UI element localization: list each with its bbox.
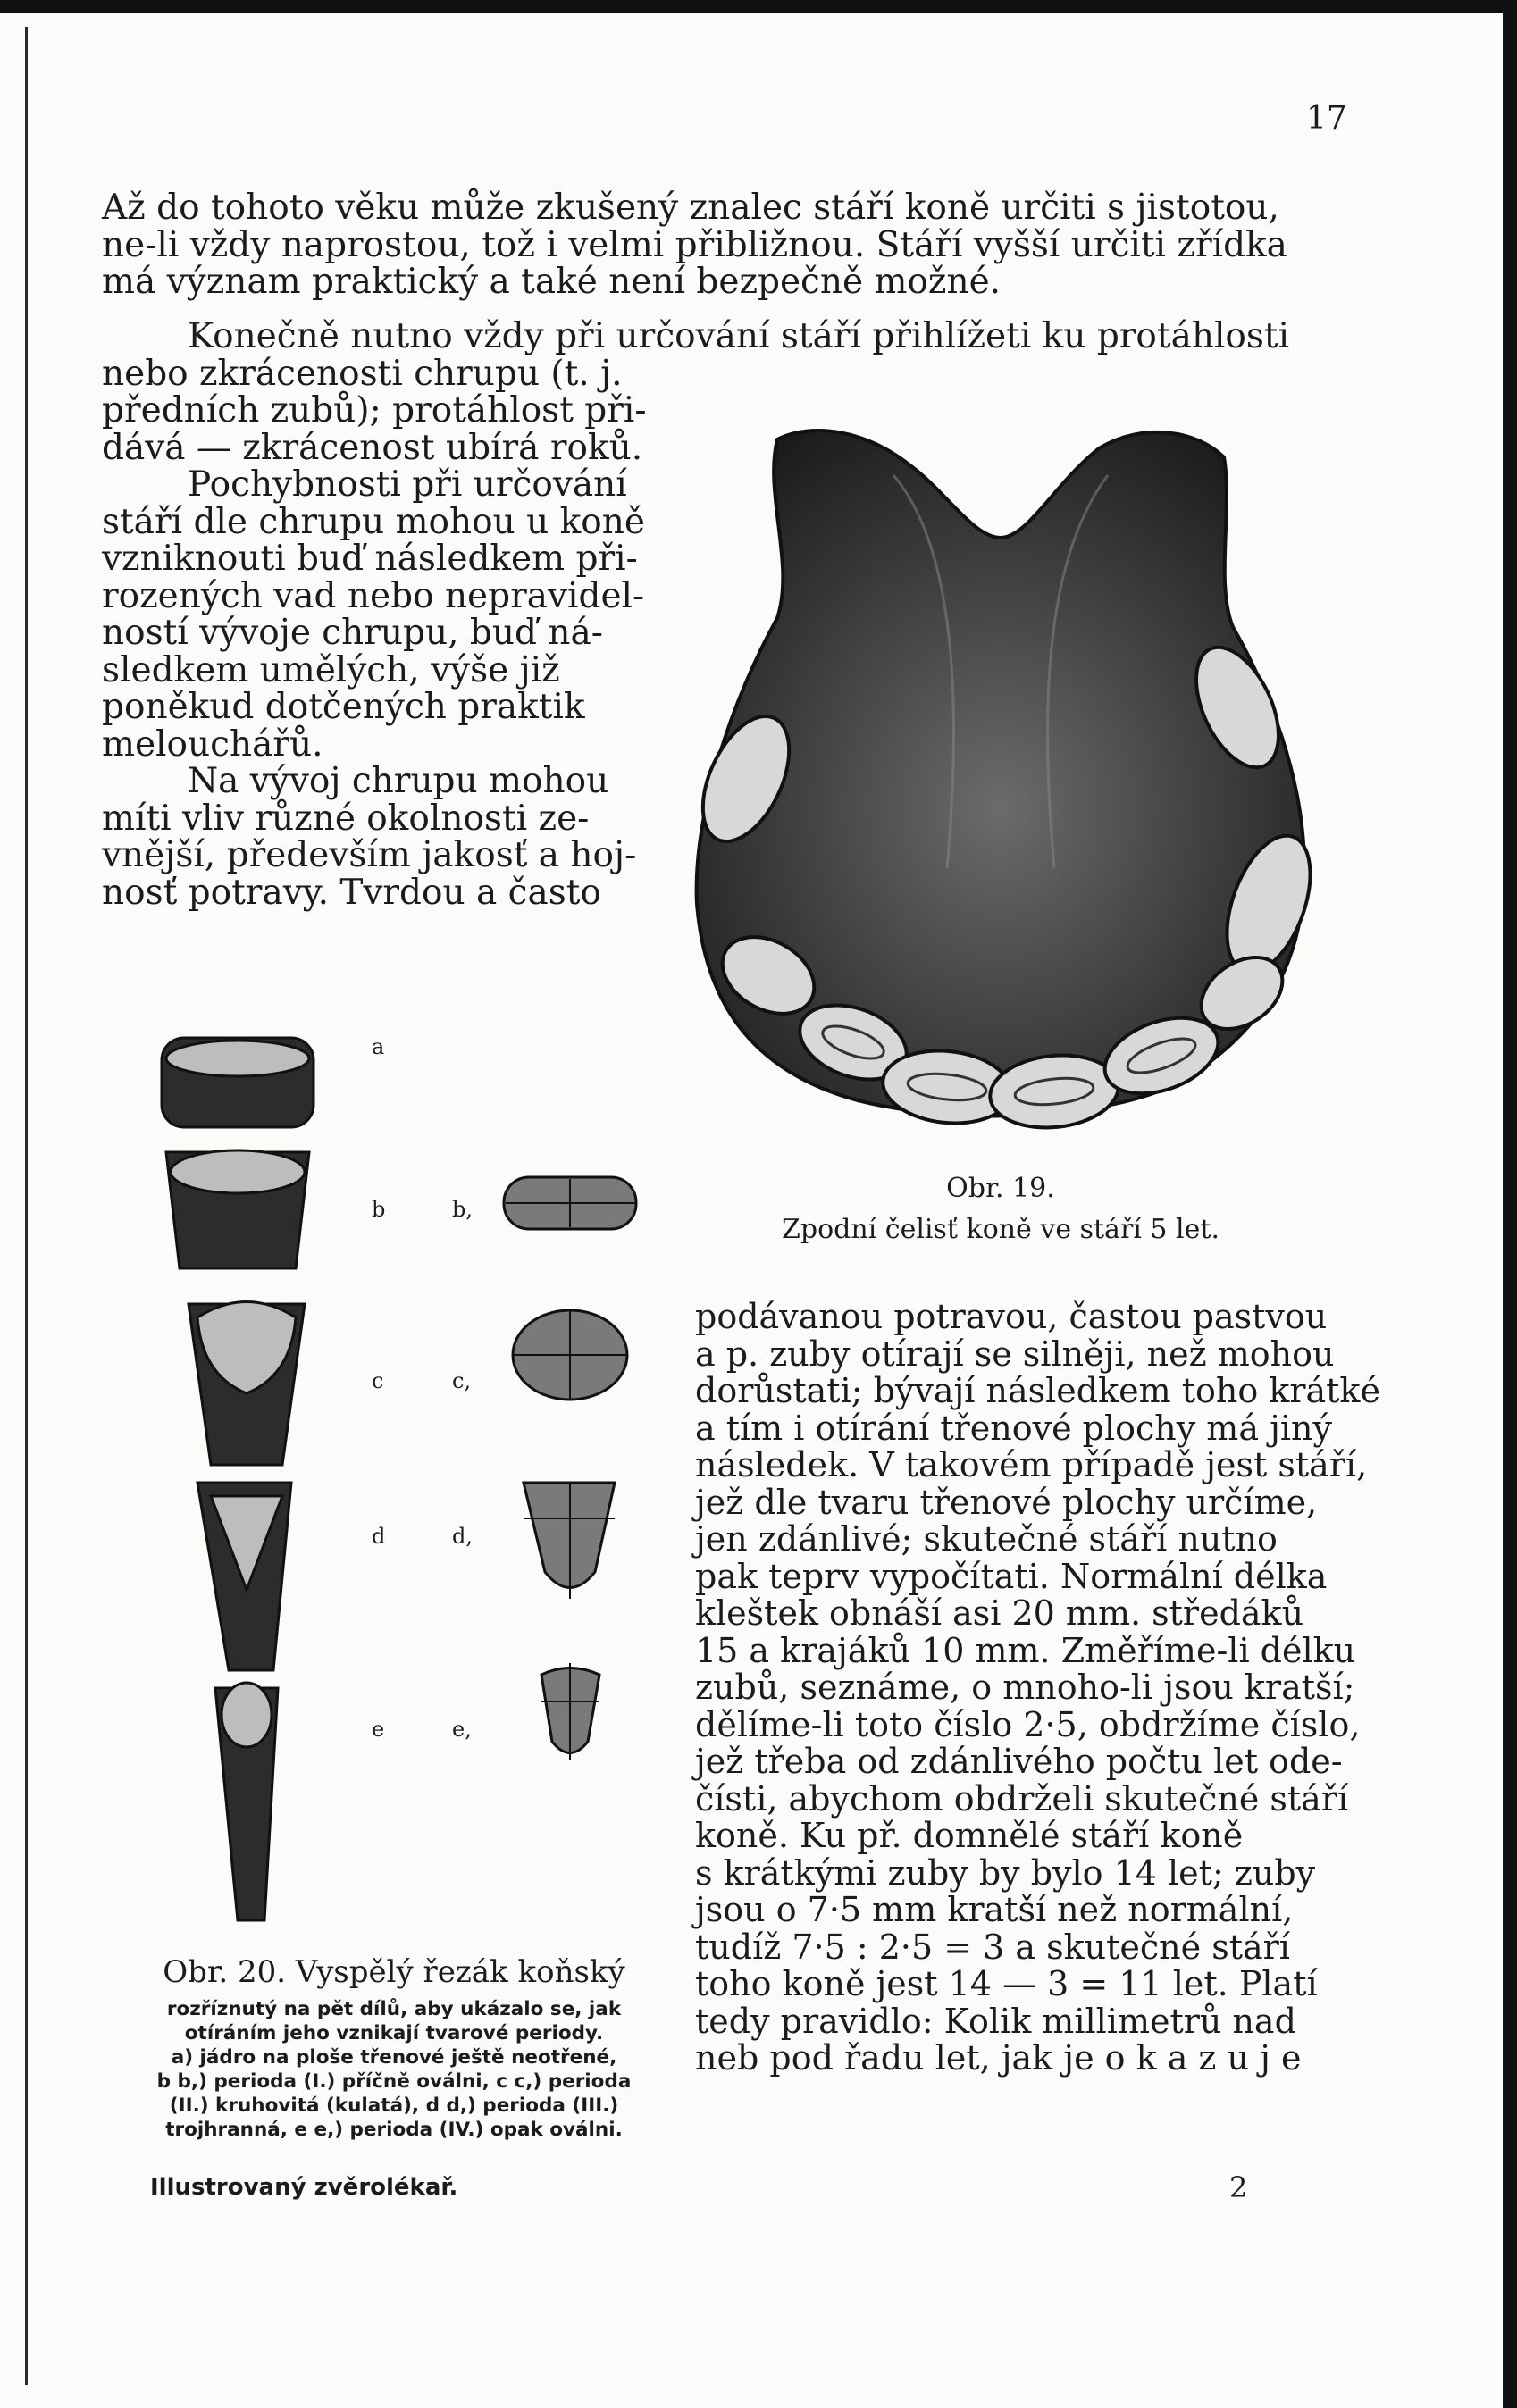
caption-line: b b,) perioda (I.) příčně oválni, c c,) perioda bbox=[156, 2070, 632, 2093]
label-e: e bbox=[372, 1717, 385, 1742]
text-line: čísti, abychom obdrželi skutečné stáří bbox=[695, 1778, 1349, 1819]
figure-19-label: Obr. 19. bbox=[946, 1173, 1055, 1204]
text-line: dává — zkrácenost ubírá roků. bbox=[102, 427, 643, 468]
text-line: Na vývoj chrupu mohou bbox=[188, 761, 609, 801]
text-line: tedy pravidlo: Kolik millimetrů nad bbox=[695, 2001, 1296, 2041]
text-line: dorůstati; bývají následkem toho krátké bbox=[695, 1371, 1380, 1410]
figure-19-text: Zpodní čelisť koně ve stáří 5 let. bbox=[782, 1214, 1219, 1245]
text-line: kleštek obnáší asi 20 mm. středáků bbox=[695, 1593, 1304, 1633]
text-line: dělíme-li toto číslo 2·5, obdržíme číslo, bbox=[695, 1704, 1361, 1744]
text-line: podávanou potravou, častou pastvou bbox=[695, 1297, 1328, 1336]
scan-edge-top bbox=[0, 0, 1517, 13]
text-line: vzniknouti buď následkem při- bbox=[102, 539, 638, 579]
caption-line: a) jádro na ploše třenové ještě neotřené, bbox=[171, 2046, 617, 2069]
text-line: poněkud dotčených praktik bbox=[102, 687, 585, 727]
incisor-sections-drawing bbox=[148, 1018, 675, 1938]
text-line: jen zdánlivé; skutečné stáří nutno bbox=[695, 1519, 1278, 1559]
text-line: s krátkými zuby by bylo 14 let; zuby bbox=[695, 1852, 1316, 1893]
text-line: následek. V takovém případě jest stáří, bbox=[695, 1445, 1368, 1484]
caption-line: (II.) kruhovitá (kulatá), d d,) perioda (III.) bbox=[169, 2094, 619, 2117]
label-c: c bbox=[372, 1368, 384, 1393]
text-line: melouchářů. bbox=[102, 723, 323, 765]
text-line: a p. zuby otírají se silněji, než mohou bbox=[695, 1334, 1335, 1374]
text-line: vnější, především jakosť a hoj- bbox=[102, 835, 637, 875]
text-line: toho koně jest 14 — 3 = 11 let. Platí bbox=[695, 1964, 1318, 2003]
text-line: míti vliv různé okolnosti ze- bbox=[102, 798, 590, 839]
text-line: nebo zkrácenosti chrupu (t. j. bbox=[102, 353, 623, 394]
incisor-sections-figure bbox=[148, 1018, 675, 1938]
text-line: Pochybnosti při určování bbox=[188, 464, 627, 505]
caption-line: trojhranná, e e,) perioda (IV.) opak oválni. bbox=[165, 2119, 623, 2141]
scan-edge-left bbox=[25, 27, 28, 2385]
label-b: b bbox=[372, 1197, 386, 1222]
text-line: zubů, seznáme, o mnoho-li jsou kratší; bbox=[695, 1668, 1355, 1707]
text-line: Až do tohoto věku může zkušený znalec stáří koně určiti s jistotou, bbox=[102, 188, 1279, 228]
text-line: jež třeba od zdánlivého počtu let ode- bbox=[695, 1742, 1343, 1781]
text-line: stáří dle chrupu mohou u koně bbox=[102, 501, 645, 542]
footer-book-title: Illustrovaný zvěrolékař. bbox=[150, 2174, 458, 2201]
text-line: předních zubů); protáhlost při- bbox=[102, 390, 647, 431]
text-line: tudíž 7·5 : 2·5 = 3 a skutečné stáří bbox=[695, 1927, 1290, 1967]
text-line: neb pod řadu let, jak je o k a z u j e bbox=[695, 2038, 1302, 2078]
page-number: 17 bbox=[1306, 100, 1347, 137]
text-line: jež dle tvaru třenové plochy určíme, bbox=[695, 1482, 1318, 1522]
caption-line: otíráním jeho vznikají tvarové periody. bbox=[184, 2022, 604, 2044]
figure-20-title: Obr. 20. Vyspělý řezák koňský bbox=[163, 1954, 625, 1990]
text-line: 15 a krajáků 10 mm. Změříme-li délku bbox=[695, 1630, 1356, 1670]
label-a: a bbox=[372, 1034, 385, 1059]
text-line: koně. Ku př. domnělé stáří koně bbox=[695, 1816, 1244, 1855]
caption-line: rozříznutý na pět dílů, aby ukázalo se, jak bbox=[166, 1998, 622, 2020]
paragraph-right bbox=[695, 1297, 1380, 2078]
text-line: a tím i otírání třenové plochy má jiný bbox=[695, 1408, 1332, 1448]
paragraph-2 bbox=[102, 318, 1344, 392]
text-line: rozených vad nebo nepravidel- bbox=[102, 575, 645, 616]
paragraph-3 bbox=[102, 392, 647, 911]
label-d1: d, bbox=[452, 1524, 473, 1549]
text-line: sledkem umělých, výše již bbox=[102, 649, 560, 690]
text-line: ne-li vždy naprostou, tož i velmi přibližnou. Stáří vyšší určiti zřídka bbox=[102, 224, 1287, 265]
text-line: Konečně nutno vždy při určování stáří přihlížeti ku protáhlosti bbox=[188, 316, 1290, 356]
lower-jaw-illustration bbox=[679, 404, 1322, 1145]
label-c1: c, bbox=[452, 1368, 472, 1393]
footer-signature-mark: 2 bbox=[1229, 2170, 1248, 2204]
text-line: má význam praktický a také není bezpečně možné. bbox=[102, 262, 1002, 302]
figure-19-caption bbox=[679, 1168, 1322, 1250]
paragraph-1 bbox=[102, 189, 1344, 301]
label-b1: b, bbox=[452, 1197, 473, 1222]
scan-edge-right bbox=[1503, 0, 1517, 2408]
text-line: ností vývoje chrupu, buď ná- bbox=[102, 613, 603, 653]
text-line: jsou o 7·5 mm kratší než normální, bbox=[695, 1890, 1294, 1929]
label-e1: e, bbox=[452, 1717, 472, 1742]
figure-20-caption bbox=[104, 1997, 684, 2142]
text-line: nosť potravy. Tvrdou a často bbox=[102, 872, 601, 913]
text-line: pak teprv vypočítati. Normální délka bbox=[695, 1556, 1328, 1596]
label-d: d bbox=[372, 1524, 386, 1549]
